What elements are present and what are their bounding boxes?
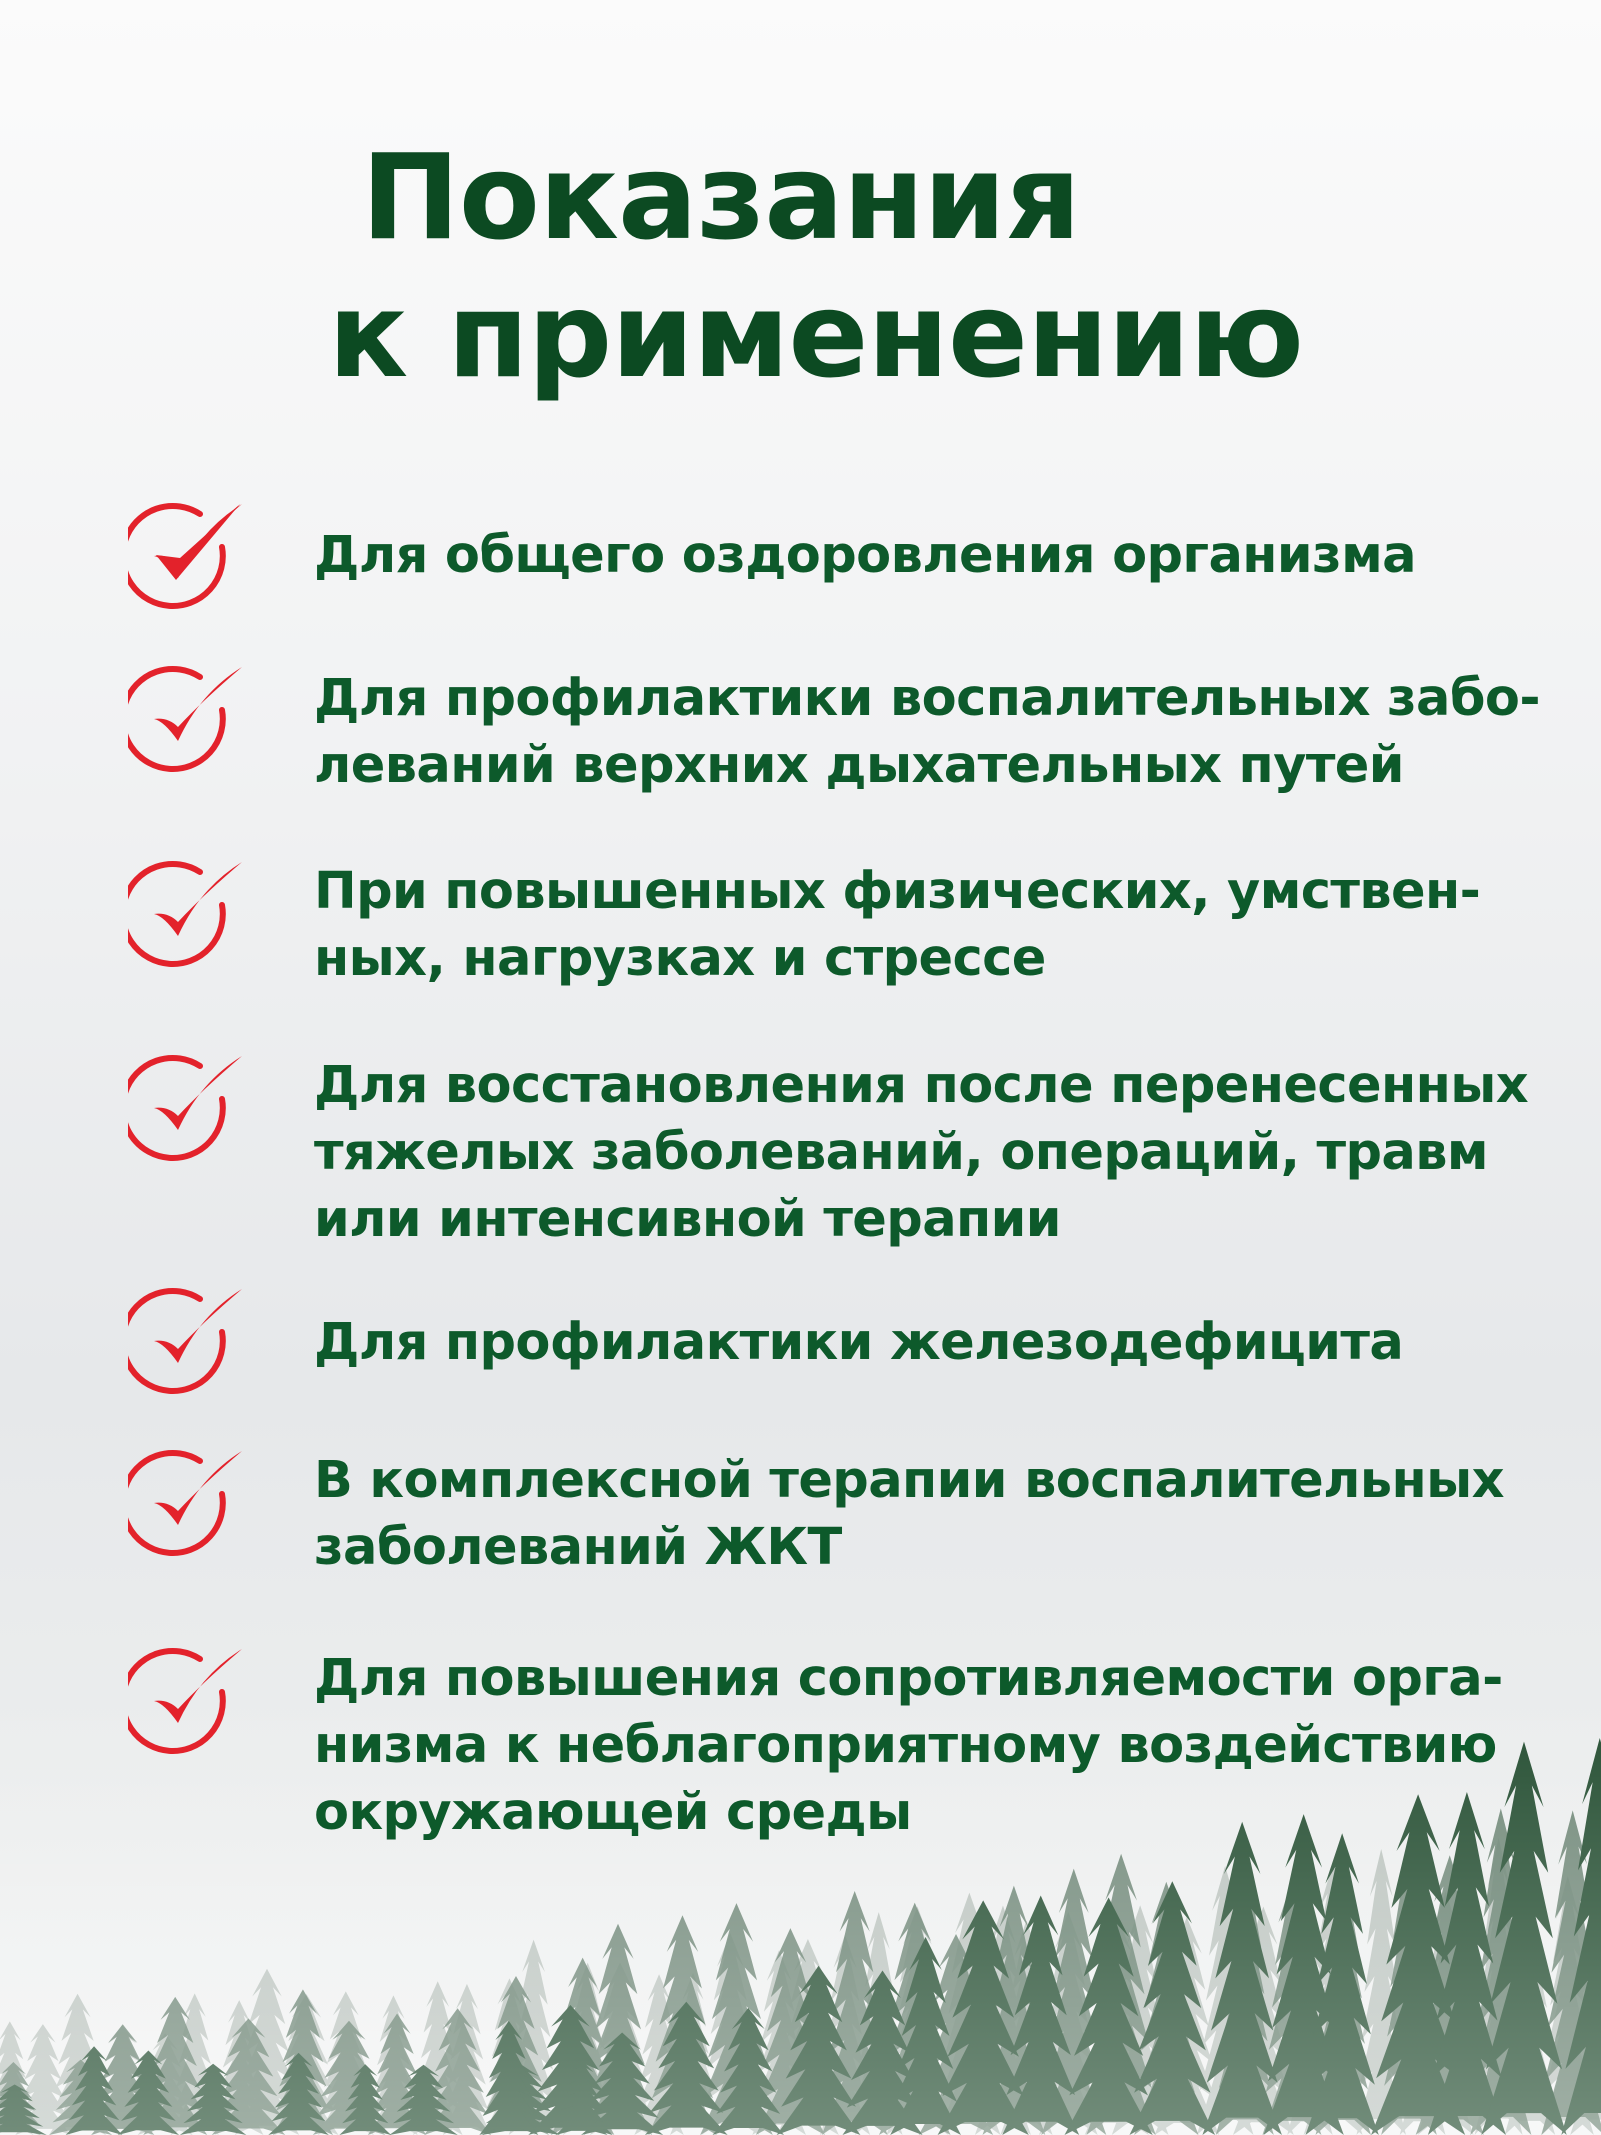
item-text: Для повышения сопротивляемости орга- низма к неблагоприятному воздействию окружающей среды xyxy=(314,1649,1503,1842)
item-text: Для восстановления после перенесенных тяжелых заболеваний, операций, травм или интенсивной терапии xyxy=(314,1056,1529,1249)
check-circle-icon xyxy=(128,1052,248,1172)
check-circle-icon xyxy=(128,1645,248,1765)
page-title xyxy=(0,128,1601,404)
check-circle-icon xyxy=(128,500,248,620)
check-circle-icon xyxy=(128,663,248,783)
item-text: Для профилактики железодефицита xyxy=(314,1313,1404,1372)
title-line-1: Показания xyxy=(361,128,1080,266)
item-text: В комплексной терапии воспалительных заболеваний ЖКТ xyxy=(314,1451,1504,1577)
title-line-2: к применению xyxy=(328,266,1303,404)
item-text: При повышенных физических, умствен- ных, нагрузках и стрессе xyxy=(314,862,1481,988)
item-text: Для общего оздоровления организма xyxy=(314,526,1416,585)
item-text: Для профилактики воспалительных забо- леваний верхних дыхательных путей xyxy=(314,669,1540,795)
check-circle-icon xyxy=(128,1447,248,1567)
check-circle-icon xyxy=(128,1285,248,1405)
check-circle-icon xyxy=(128,858,248,978)
